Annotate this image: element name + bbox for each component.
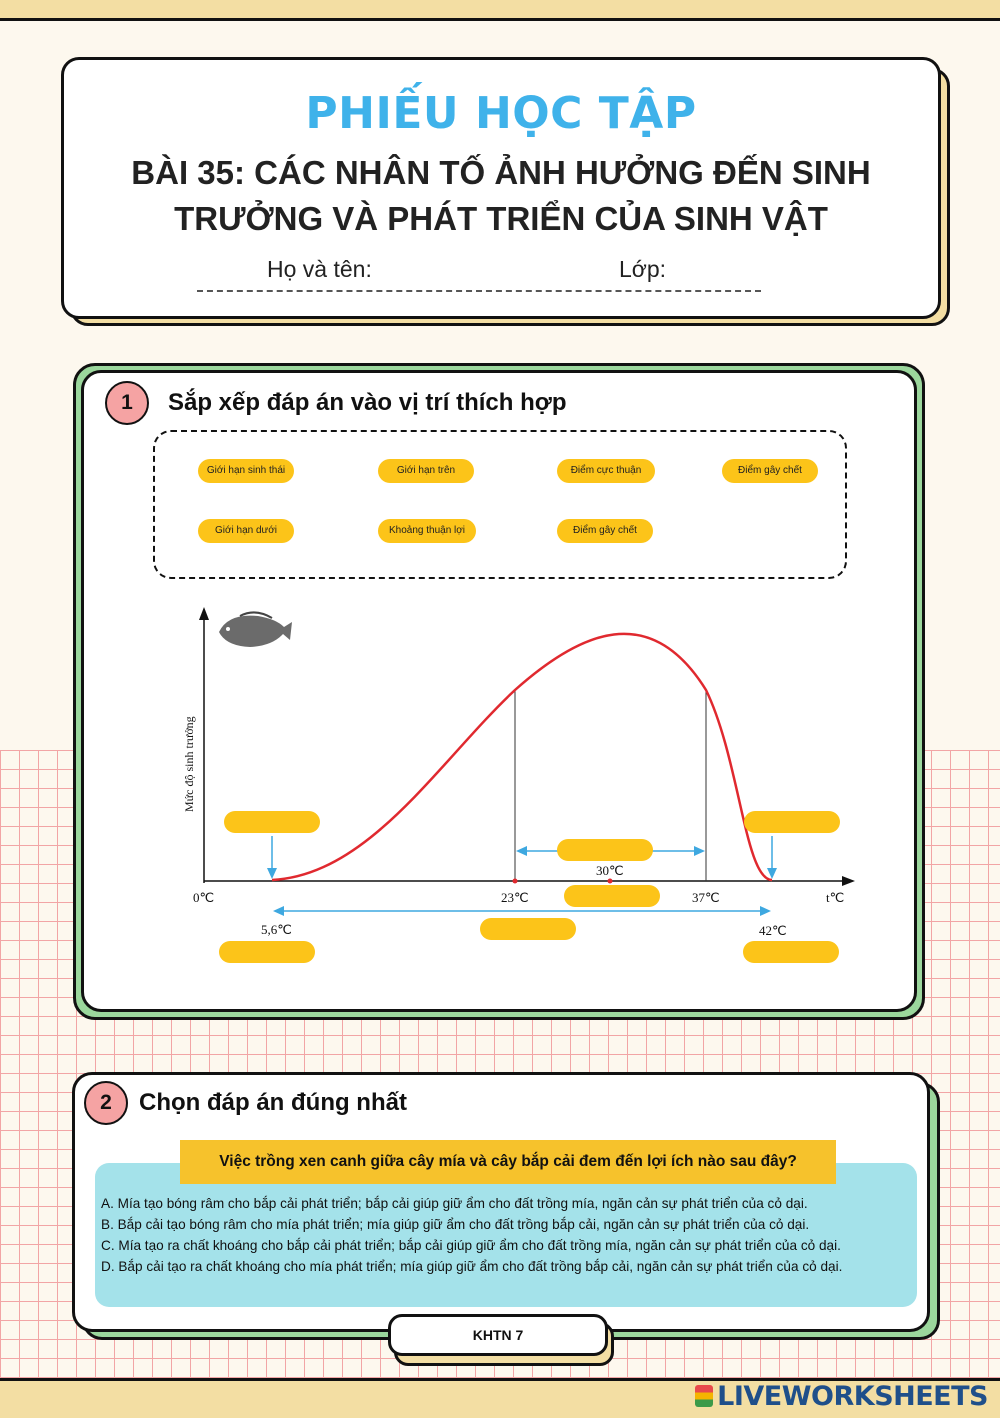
answer-b[interactable]: B. Bắp cải tạo bóng râm cho mía phát triển; mía giúp giữ ẩm cho đất trồng bắp cải, ngăn cản sự phát triển của cỏ dại. xyxy=(101,1217,810,1232)
fish-icon xyxy=(219,612,292,647)
point-30 xyxy=(608,879,613,884)
chip-ecological-limit[interactable]: Giới hạn sinh thái xyxy=(198,459,294,483)
drop-slot-optimum[interactable] xyxy=(564,885,660,907)
drop-slot-lethal-low[interactable] xyxy=(224,811,320,833)
label-5-6: 5,6℃ xyxy=(261,922,292,937)
worksheet-title: PHIẾU HỌC TẬP xyxy=(305,88,697,139)
brand-logo[interactable] xyxy=(695,1381,988,1412)
x-axis-arrow xyxy=(842,876,855,886)
chip-favorable-range[interactable]: Khoảng thuận lợi xyxy=(378,519,476,543)
section2-title: Chọn đáp án đúng nhất xyxy=(139,1089,407,1116)
growth-curve xyxy=(272,634,772,880)
drop-slot-upper[interactable] xyxy=(743,941,839,963)
bottom-band xyxy=(0,1378,1000,1418)
brand-icon xyxy=(695,1385,713,1407)
x-tick-0: 0℃ xyxy=(193,890,215,905)
x-tick-23: 23℃ xyxy=(501,890,529,905)
answer-a[interactable]: A. Mía tạo bóng râm cho bắp cải phát triển; bắp cải giúp giữ ẩm cho đất trồng mía, ngăn cản sự phát triển của cỏ dại. xyxy=(101,1196,808,1211)
y-axis-label: Mức độ sinh trưởng xyxy=(182,716,196,812)
section1-number: 1 xyxy=(105,381,149,425)
chip-lower-limit[interactable]: Giới hạn dưới xyxy=(198,519,294,543)
drop-slot-ecological[interactable] xyxy=(480,918,576,940)
chip-optimum-point[interactable]: Điểm cực thuận xyxy=(557,459,655,483)
answer-d[interactable]: D. Bắp cải tạo ra chất khoáng cho mía phát triển; mía giúp giữ ẩm cho đất trồng bắp cải, ngăn cản sự phát triển của cỏ dại. xyxy=(101,1259,843,1274)
drop-slot-lethal-high[interactable] xyxy=(744,811,840,833)
answer-c[interactable]: C. Mía tạo ra chất khoáng cho bắp cải phát triển; bắp cải giúp giữ ẩm cho đất trồng mía, ngăn cản sự phát triển của cỏ dại. xyxy=(101,1238,841,1253)
label-30: 30℃ xyxy=(596,863,624,878)
section2-number: 2 xyxy=(84,1081,128,1125)
chip-lethal-point-2[interactable]: Điểm gây chết xyxy=(557,519,653,543)
subject-label: KHTN 7 xyxy=(388,1314,608,1356)
drop-slot-favorable[interactable] xyxy=(557,839,653,861)
point-23 xyxy=(513,879,518,884)
drop-slot-lower[interactable] xyxy=(219,941,315,963)
answers-box xyxy=(95,1163,917,1307)
section1-title: Sắp xếp đáp án vào vị trí thích hợp xyxy=(168,389,567,416)
class-label: Lớp: xyxy=(619,256,667,282)
lesson-title-line1: BÀI 35: CÁC NHÂN TỐ ẢNH HƯỞNG ĐẾN SINH xyxy=(131,154,871,191)
y-axis-arrow xyxy=(199,607,209,620)
brand-name: LIVEWORKSHEETS xyxy=(717,1381,988,1412)
x-axis-label: t℃ xyxy=(826,890,845,905)
chip-lethal-point-1[interactable]: Điểm gây chết xyxy=(722,459,818,483)
chip-upper-limit[interactable]: Giới hạn trên xyxy=(378,459,474,483)
question-banner: Việc trồng xen canh giữa cây mía và cây bắp cải đem đến lợi ích nào sau đây? xyxy=(180,1140,836,1184)
label-42: 42℃ xyxy=(759,923,787,938)
x-tick-37: 37℃ xyxy=(692,890,720,905)
name-label: Họ và tên: xyxy=(267,256,372,282)
lesson-title-line2: TRƯỞNG VÀ PHÁT TRIỂN CỦA SINH VẬT xyxy=(174,200,828,237)
